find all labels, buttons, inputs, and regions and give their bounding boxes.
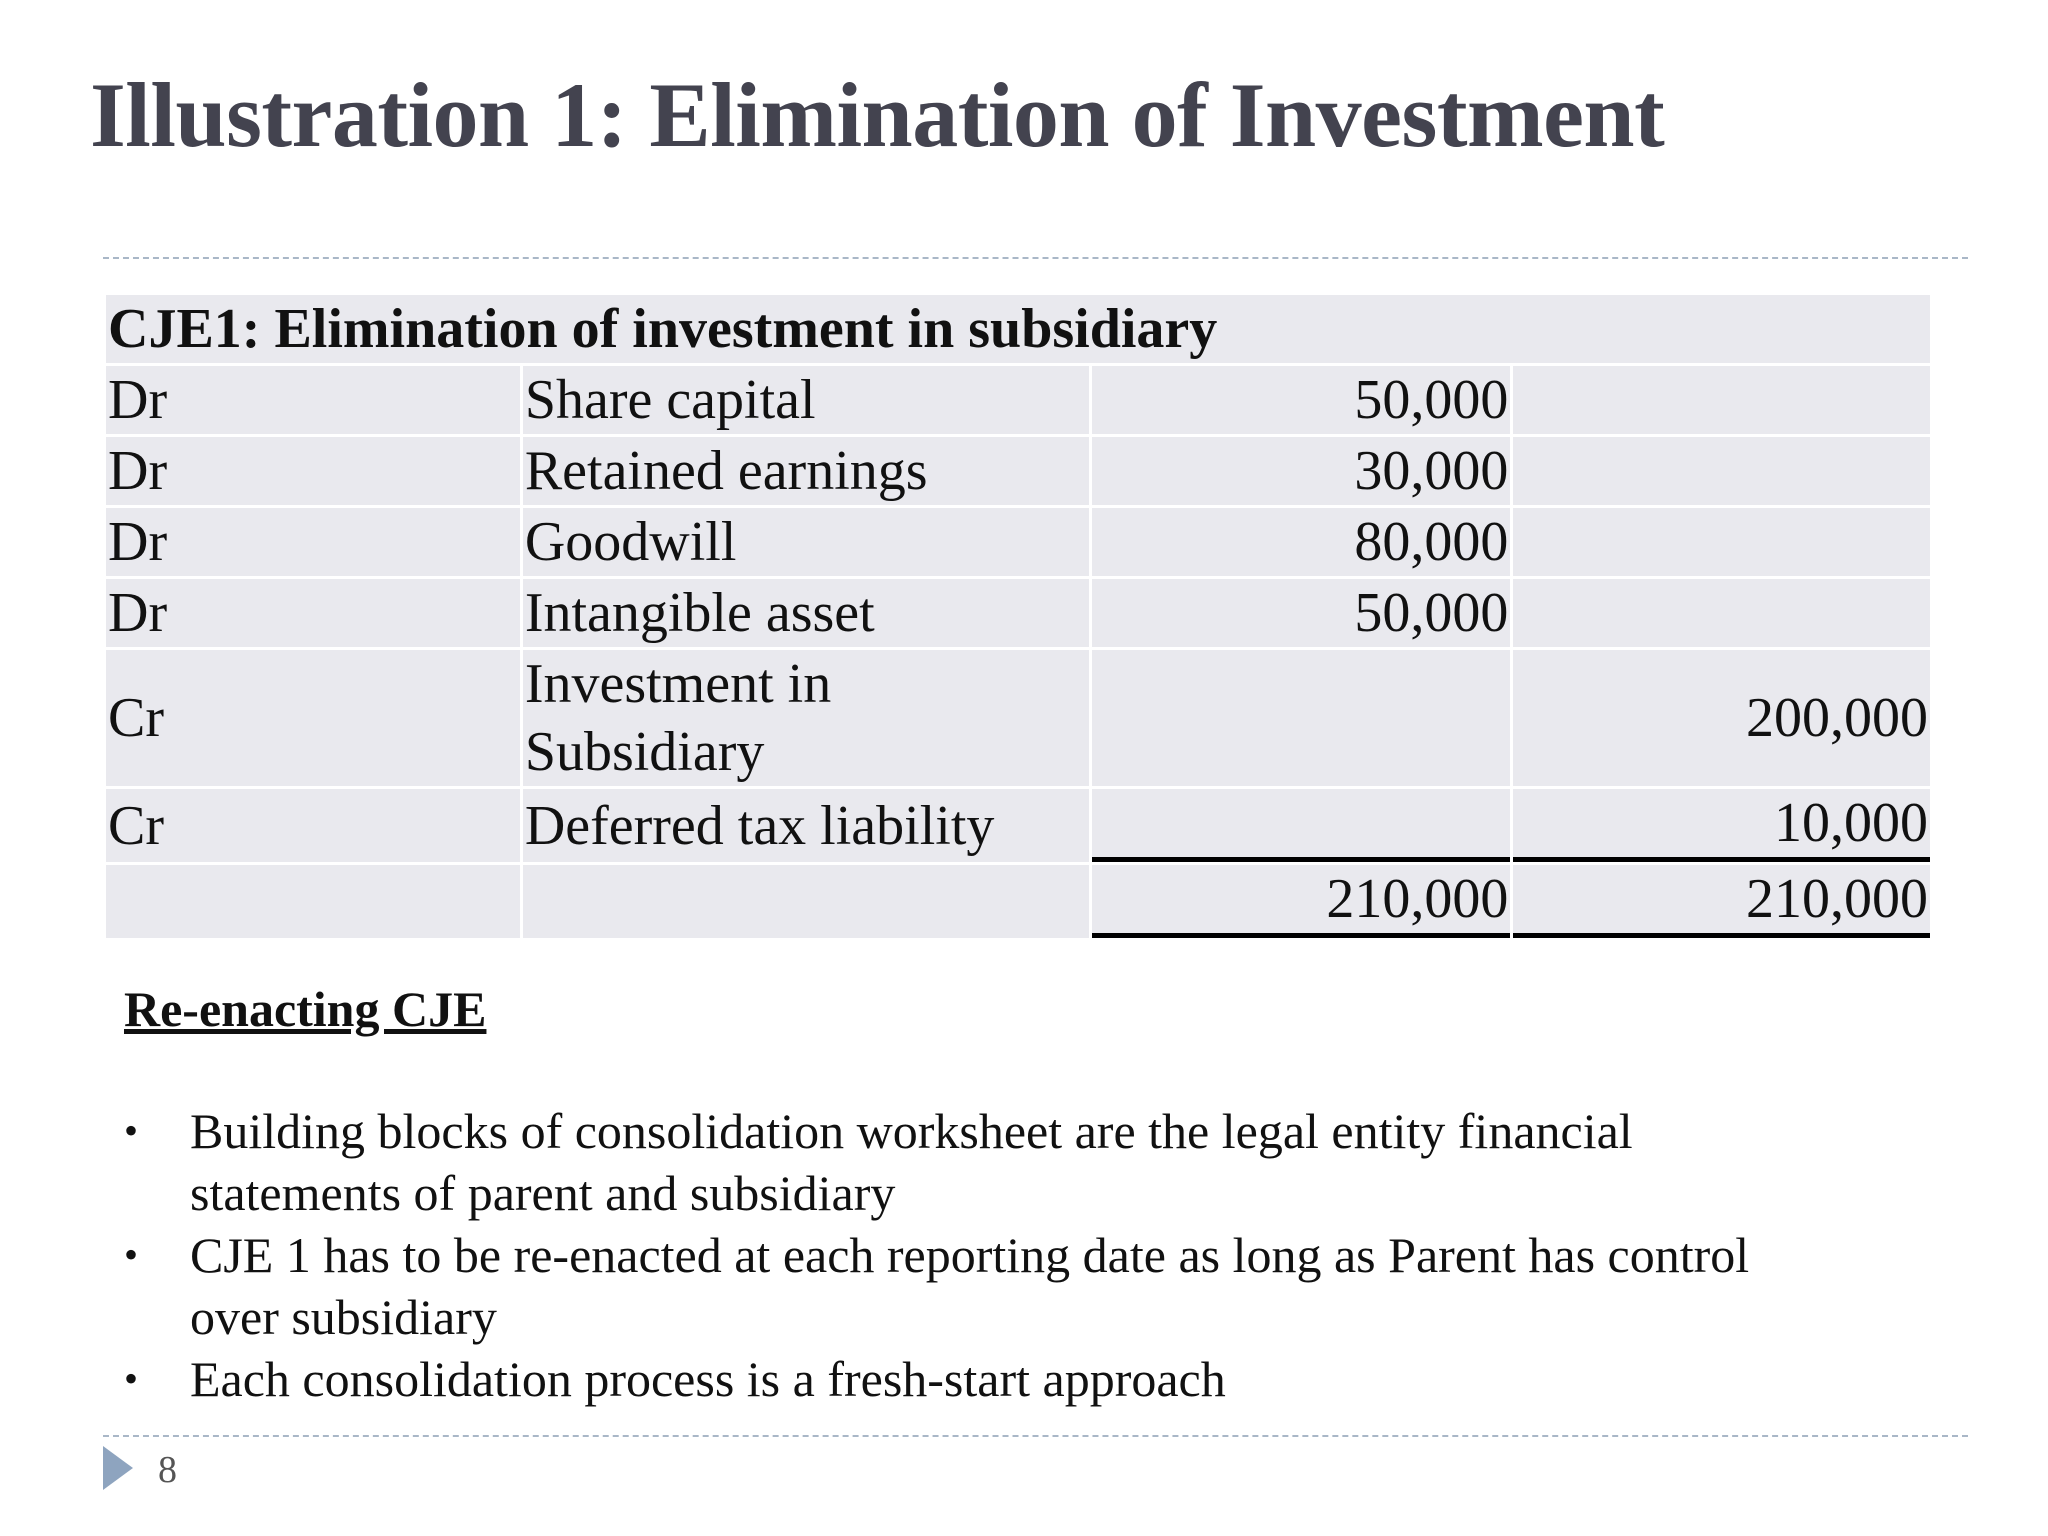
credit-amount bbox=[1513, 437, 1930, 505]
account-name: Deferred tax liability bbox=[523, 789, 1089, 862]
credit-amount bbox=[1513, 579, 1930, 647]
table-row bbox=[106, 579, 1930, 647]
debit-amount: 30,000 bbox=[1092, 437, 1511, 505]
bullet-icon: • bbox=[124, 1232, 139, 1277]
table-row bbox=[106, 789, 1930, 862]
account-name: Intangible asset bbox=[523, 579, 1089, 647]
list-item-text: over subsidiary bbox=[190, 1289, 497, 1345]
debit-total: 210,000 bbox=[1092, 865, 1511, 938]
table-row bbox=[106, 437, 1930, 505]
page-number: 8 bbox=[158, 1449, 177, 1491]
table-header: CJE1: Elimination of investment in subsidiary bbox=[106, 295, 1930, 363]
journal-entry-table bbox=[103, 292, 1933, 941]
debit-amount: 80,000 bbox=[1092, 508, 1511, 576]
top-divider bbox=[103, 257, 1968, 259]
list-item-text: CJE 1 has to be re-enacted at each reporting date as long as Parent has control bbox=[190, 1227, 1750, 1283]
table-row bbox=[106, 366, 1930, 434]
list-item bbox=[124, 1348, 1884, 1410]
account-name-line1: Investment in bbox=[524, 653, 832, 715]
credit-amount bbox=[1513, 366, 1930, 434]
play-arrow-icon bbox=[103, 1446, 133, 1490]
list-item bbox=[124, 1224, 1884, 1348]
bullet-icon: • bbox=[124, 1356, 139, 1401]
account-name bbox=[523, 650, 1089, 786]
list-item-text: statements of parent and subsidiary bbox=[190, 1165, 896, 1221]
credit-amount: 10,000 bbox=[1513, 789, 1930, 862]
entry-type: Dr bbox=[106, 508, 520, 576]
notes-heading: Re-enacting CJE bbox=[124, 981, 487, 1037]
credit-total: 210,000 bbox=[1513, 865, 1930, 938]
list-item-text: Each consolidation process is a fresh-start approach bbox=[190, 1351, 1226, 1407]
entry-type: Dr bbox=[106, 437, 520, 505]
account-name: Share capital bbox=[523, 366, 1089, 434]
account-name: Goodwill bbox=[523, 508, 1089, 576]
account-name-line2: Subsidiary bbox=[524, 721, 765, 783]
credit-amount bbox=[1513, 508, 1930, 576]
totals-row bbox=[106, 865, 1930, 938]
entry-type: Dr bbox=[106, 579, 520, 647]
notes-list bbox=[124, 1100, 1884, 1410]
debit-amount: 50,000 bbox=[1092, 579, 1511, 647]
entry-type: Cr bbox=[106, 789, 520, 862]
totals-spacer bbox=[106, 865, 520, 938]
debit-amount: 50,000 bbox=[1092, 366, 1511, 434]
bottom-divider bbox=[103, 1435, 1968, 1437]
entry-type: Cr bbox=[106, 650, 520, 786]
table-header-row bbox=[106, 295, 1930, 363]
totals-spacer bbox=[523, 865, 1089, 938]
table-row bbox=[106, 650, 1930, 786]
table-row bbox=[106, 508, 1930, 576]
bullet-icon: • bbox=[124, 1108, 139, 1153]
entry-type: Dr bbox=[106, 366, 520, 434]
list-item-text: Building blocks of consolidation worksheet are the legal entity financial bbox=[190, 1103, 1633, 1159]
list-item bbox=[124, 1100, 1884, 1224]
slide-title: Illustration 1: Elimination of Investment bbox=[90, 64, 1665, 166]
credit-amount: 200,000 bbox=[1513, 650, 1930, 786]
debit-amount bbox=[1092, 650, 1511, 786]
account-name: Retained earnings bbox=[523, 437, 1089, 505]
debit-amount bbox=[1092, 789, 1511, 862]
